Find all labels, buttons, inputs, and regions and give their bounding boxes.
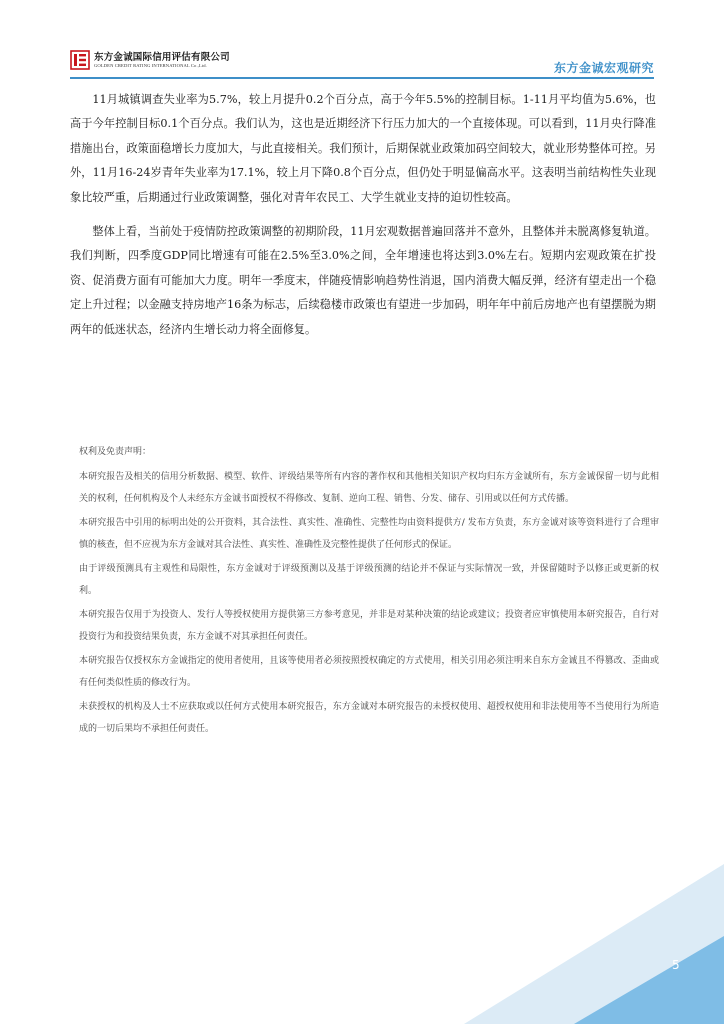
disclaimer-paragraph-6: 未获授权的机构及人士不应获取或以任何方式使用本研究报告，东方金诚对本研究报告的未授权使用、超授权使用和非法使用等不当使用行为所造成的一切后果均不承担任何责任。 <box>79 702 659 734</box>
disclaimer-paragraph-5: 本研究报告仅授权东方金诚指定的使用者使用，且该等使用者必须按照授权确定的方式使用，相关引用必须注明来自东方金诚且不得篡改、歪曲或有任何类似性质的修改行为。 <box>79 656 659 688</box>
page-number: 5 <box>672 958 680 972</box>
disclaimer-title: 权利及免责声明： <box>79 447 152 457</box>
company-logo <box>70 50 230 70</box>
header-divider <box>70 77 654 79</box>
disclaimer-section <box>79 444 659 742</box>
logo-mark-icon <box>70 50 90 70</box>
body-paragraph-2: 整体上看，当前处于疫情防控政策调整的初期阶段，11月宏观数据普遍回落并不意外，且整体并未脱离修复轨道。我们判断，四季度GDP同比增速有可能在2.5%至3.0%之间，全年增速也将达到3.0%左右。短期内宏观政策在扩投资、促消费方面有可能加大力度。明年一季度末，伴随疫情影响趋势性消退，国内消费大幅反弹，经济有望走出一个稳定上升过程；以金融支持房地产16条为标志，后续稳楼市政策也有望进一步加码，明年年中前后房地产也有望摆脱为期两年的低迷状态，经济内生增长动力将全面修复。 <box>70 225 656 336</box>
disclaimer-paragraph-3: 由于评级预测具有主观性和局限性，东方金诚对于评级预测以及基于评级预测的结论并不保证与实际情况一致，并保留随时予以修正或更新的权利。 <box>79 564 659 596</box>
disclaimer-paragraph-1: 本研究报告及相关的信用分析数据、模型、软件、评级结果等所有内容的著作权和其他相关知识产权均归东方金诚所有，东方金诚保留一切与此相关的权利，任何机构及个人未经东方金诚书面授权不得修改、复制、逆向工程、销售、分发、储存、引用或以任何方式传播。 <box>79 472 659 504</box>
body-paragraph-1: 11月城镇调查失业率为5.7%，较上月提升0.2个百分点，高于今年5.5%的控制目标。1-11月平均值为5.6%，也高于今年控制目标0.1个百分点。我们认为，这也是近期经济下行压力加大的一个直接体现。可以看到，11月央行降准措施出台，政策面稳增长力度加大，与此直接相关。我们预计，后期保就业政策加码空间较大，就业形势整体可控。另外，11月16-24岁青年失业率为17.1%，较上月下降0.8个百分点，但仍处于明显偏高水平。这表明当前结构性失业现象比较严重，后期通过行业政策调整，强化对青年农民工、大学生就业支持的迫切性较高。 <box>70 93 656 204</box>
header-title: 东方金诚宏观研究 <box>553 61 654 75</box>
logo-english-name: GOLDEN CREDIT RATING INTERNATIONAL Co.,Ltd. <box>94 62 207 68</box>
report-body <box>70 88 656 352</box>
logo-chinese-name: 东方金诚国际信用评估有限公司 <box>94 51 230 63</box>
corner-decoration <box>464 824 724 1024</box>
page-header <box>0 0 724 80</box>
disclaimer-paragraph-4: 本研究报告仅用于为投资人、发行人等授权使用方提供第三方参考意见，并非是对某种决策的结论或建议；投资者应审慎使用本研究报告，自行对投资行为和投资结果负责，东方金诚不对其承担任何责任。 <box>79 610 659 642</box>
disclaimer-paragraph-2: 本研究报告中引用的标明出处的公开资料，其合法性、真实性、准确性、完整性均由资料提供方/ 发布方负责，东方金诚对该等资料进行了合理审慎的核查，但不应视为东方金诚对其合法性、真实性、准确性及完整性提供了任何形式的保证。 <box>79 518 659 550</box>
